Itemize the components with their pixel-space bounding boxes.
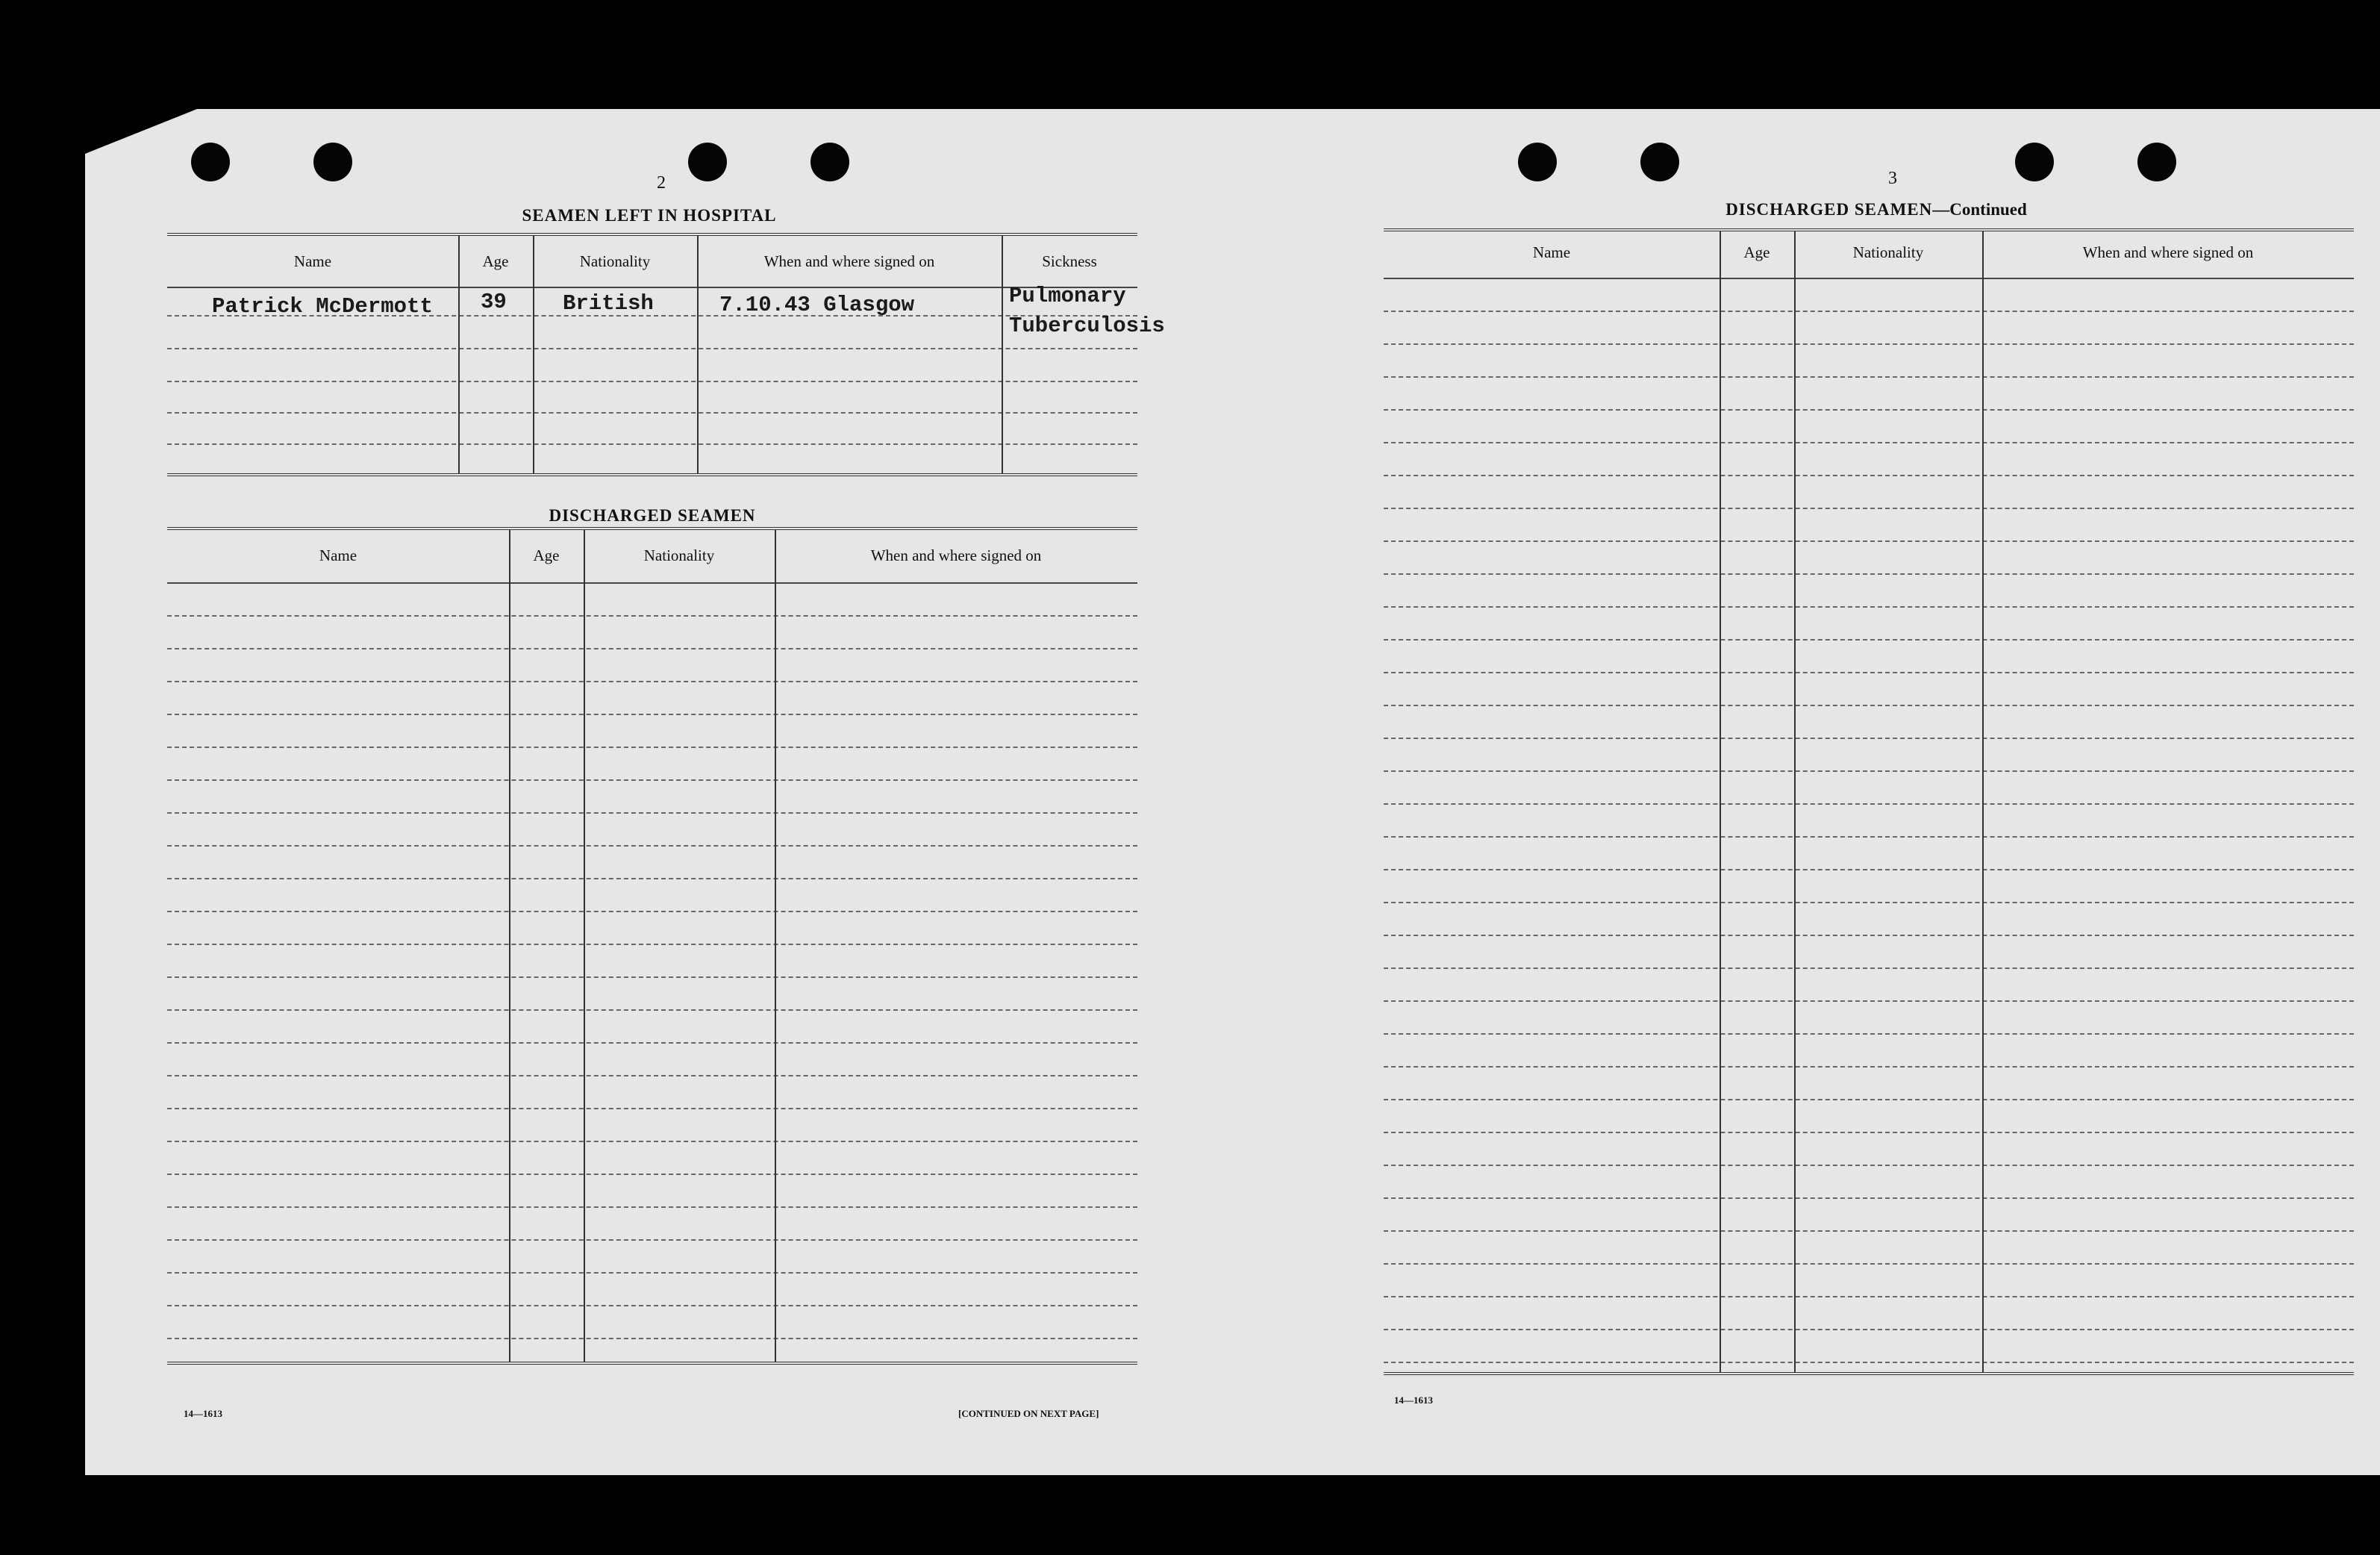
page-number: 2 — [657, 173, 666, 193]
continued-note: [CONTINUED ON NEXT PAGE] — [958, 1408, 1099, 1419]
punch-hole — [810, 143, 849, 181]
blank-row-line — [1384, 770, 2354, 772]
blank-row-line — [1384, 803, 2354, 805]
blank-row-line — [167, 1305, 1137, 1306]
page-number: 3 — [1888, 169, 1897, 188]
blank-row-line — [1384, 343, 2354, 345]
blank-row-line — [1384, 1165, 2354, 1166]
blank-row-line — [1384, 376, 2354, 378]
blank-row-line — [167, 779, 1137, 781]
header-age: Age — [482, 252, 509, 270]
discharged-table — [167, 527, 1137, 1371]
document-sheet — [85, 109, 2380, 1475]
punch-hole — [688, 143, 727, 181]
blank-row-line — [167, 1239, 1137, 1241]
blank-row-line — [1384, 1362, 2354, 1363]
title-main: DISCHARGED SEAMEN — [1725, 200, 1933, 219]
blank-row-line — [167, 1042, 1137, 1044]
left-page — [85, 109, 1219, 1475]
blank-row-line — [167, 1141, 1137, 1142]
header-nationality: Nationality — [643, 546, 715, 564]
blank-row-line — [1384, 1197, 2354, 1199]
blank-row-line — [1384, 311, 2354, 312]
header-nationality: Nationality — [579, 252, 651, 270]
blank-row-line — [1384, 475, 2354, 476]
punch-hole — [1640, 143, 1679, 181]
blank-row-line — [1384, 1132, 2354, 1133]
blank-row-line — [1384, 1230, 2354, 1232]
blank-row-line — [1384, 606, 2354, 608]
punch-hole — [191, 143, 230, 181]
title-suffix: —Continued — [1932, 200, 2027, 219]
blank-row-line — [167, 1075, 1137, 1076]
blank-row-line — [1384, 705, 2354, 706]
entry-sickness-line1: Pulmonary — [1009, 284, 1126, 308]
blank-row-line — [1384, 902, 2354, 903]
blank-row-line — [167, 812, 1137, 814]
form-number: 14—1613 — [184, 1408, 222, 1419]
punch-hole — [1518, 143, 1557, 181]
hospital-section-title: SEAMEN LEFT IN HOSPITAL — [522, 206, 777, 225]
blank-row-line — [167, 976, 1137, 978]
header-signed-on: When and where signed on — [763, 252, 935, 270]
discharged-section-title: DISCHARGED SEAMEN — [549, 506, 756, 525]
blank-row-line — [1384, 1000, 2354, 1002]
blank-row-line — [167, 714, 1137, 715]
entry-age: 39 — [481, 290, 507, 314]
punch-hole — [2015, 143, 2054, 181]
blank-row-line — [1384, 967, 2354, 969]
entry-name: Patrick McDermott — [212, 294, 433, 319]
header-signed-on: When and where signed on — [2082, 243, 2254, 261]
blank-row-line — [167, 845, 1137, 847]
blank-row-line — [167, 1174, 1137, 1175]
blank-row-line — [1384, 639, 2354, 641]
entry-nationality: British — [563, 291, 654, 316]
header-name: Name — [293, 252, 332, 270]
blank-row-line — [167, 1108, 1137, 1109]
blank-row-line — [167, 747, 1137, 748]
punch-hole — [2137, 143, 2176, 181]
blank-row-line — [167, 878, 1137, 879]
entry-signed-on: 7.10.43 Glasgow — [719, 293, 915, 317]
blank-row-line — [1384, 573, 2354, 575]
header-signed-on: When and where signed on — [870, 546, 1042, 564]
blank-row-line — [1384, 869, 2354, 870]
blank-row-line — [1384, 1099, 2354, 1100]
header-nationality: Nationality — [1852, 243, 1924, 261]
blank-row-line — [167, 1206, 1137, 1208]
discharged-continued-title — [1391, 200, 2361, 219]
header-sickness: Sickness — [1042, 252, 1097, 270]
header-name: Name — [319, 546, 357, 564]
header-name: Name — [1532, 243, 1571, 261]
blank-row-line — [1384, 1329, 2354, 1330]
blank-row-line — [1384, 935, 2354, 936]
punch-hole — [313, 143, 352, 181]
blank-row-line — [1384, 1033, 2354, 1035]
blank-row-line — [1384, 442, 2354, 443]
form-number: 14—1613 — [1394, 1394, 1433, 1406]
blank-row-line — [1384, 540, 2354, 542]
blank-row-line — [167, 1272, 1137, 1274]
blank-row-line — [1384, 836, 2354, 838]
blank-row-line — [167, 911, 1137, 912]
discharged-continued-table — [1384, 228, 2354, 1378]
blank-row-line — [167, 615, 1137, 617]
blank-row-line — [1384, 508, 2354, 509]
blank-row-line — [167, 1338, 1137, 1339]
blank-row-line — [167, 944, 1137, 945]
blank-row-line — [1384, 738, 2354, 739]
right-page — [1219, 109, 2380, 1475]
blank-row-line — [167, 648, 1137, 649]
entry-sickness-line2: Tuberculosis — [1009, 314, 1165, 338]
header-age: Age — [1743, 243, 1770, 261]
blank-row-line — [1384, 409, 2354, 411]
blank-row-line — [1384, 672, 2354, 673]
blank-row-line — [167, 1009, 1137, 1011]
blank-row-line — [1384, 1066, 2354, 1068]
header-age: Age — [533, 546, 560, 564]
blank-row-line — [1384, 1296, 2354, 1297]
blank-row-line — [167, 681, 1137, 682]
blank-row-line — [1384, 1263, 2354, 1265]
